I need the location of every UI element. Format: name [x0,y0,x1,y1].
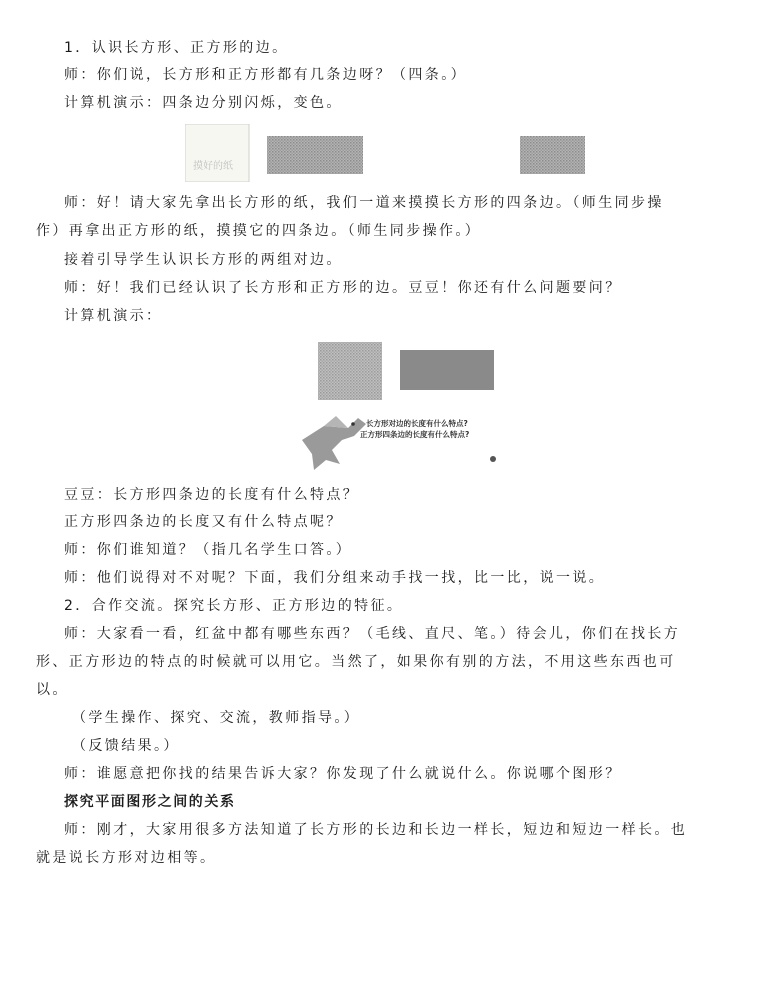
white-square-card [185,124,249,182]
dot [490,456,496,462]
doudou-bird-icon [302,416,366,470]
gray-rectangle [267,136,363,174]
paragraph: 师：谁愿意把你找的结果告诉大家？你发现了什么就说什么。你说哪个图形？ [64,766,622,782]
paragraph: （反馈结果。） [72,738,180,754]
section-heading: 探究平面图形之间的关系 [64,794,236,810]
paragraph: 2．合作交流。探究长方形、正方形边的特征。 [64,598,404,614]
paragraph: 师：好！请大家先拿出长方形的纸，我们一道来摸摸长方形的四条边。（师生同步操 [64,195,664,211]
bubble-line-2: 正方形四条边的长度有什么特点? [360,430,470,439]
paragraph: 师：大家看一看，红盆中都有哪些东西？（毛线、直尺、笔。）待会儿，你们在找长方 [64,626,681,642]
paragraph: （学生操作、探究、交流，教师指导。） [72,710,361,726]
bubble-line-1: 长方形对边的长度有什么特点? [366,419,468,428]
paragraph: 接着引导学生认识长方形的两组对边。 [64,252,343,268]
figure-rectangles-demo [185,124,585,182]
paragraph: 形、正方形边的特点的时候就可以用它。当然了，如果你有别的方法，不用这些东西也可 [36,654,676,670]
paragraph: 计算机演示： [64,308,163,324]
paragraph: 师：刚才，大家用很多方法知道了长方形的长边和长边一样长，短边和短边一样长。也 [64,822,688,838]
paragraph: 师：你们说，长方形和正方形都有几条边呀？（四条。） [64,67,467,83]
square-shape [318,342,382,400]
card-label: 摸好的纸 [193,161,233,172]
rectangle-shape [400,350,494,390]
figure-doudou-question [296,338,516,473]
gray-rectangle [520,136,585,174]
paragraph: 1．认识长方形、正方形的边。 [64,40,289,56]
paragraph: 师：好！我们已经认识了长方形和正方形的边。豆豆！你还有什么问题要问？ [64,280,622,296]
paragraph: 作）再拿出正方形的纸，摸摸它的四条边。（师生同步操作。） [36,223,482,239]
paragraph: 师：他们说得对不对呢？下面，我们分组来动手找一找，比一比，说一说。 [64,570,606,586]
paragraph: 就是说长方形对边相等。 [36,850,217,866]
paragraph: 豆豆：长方形四条边的长度有什么特点？ [64,487,360,503]
paragraph: 师：你们谁知道？（指几名学生口答。） [64,542,353,558]
paragraph: 以。 [36,682,69,698]
paragraph: 正方形四条边的长度又有什么特点呢？ [64,514,343,530]
paragraph: 计算机演示：四条边分别闪烁，变色。 [64,95,343,111]
